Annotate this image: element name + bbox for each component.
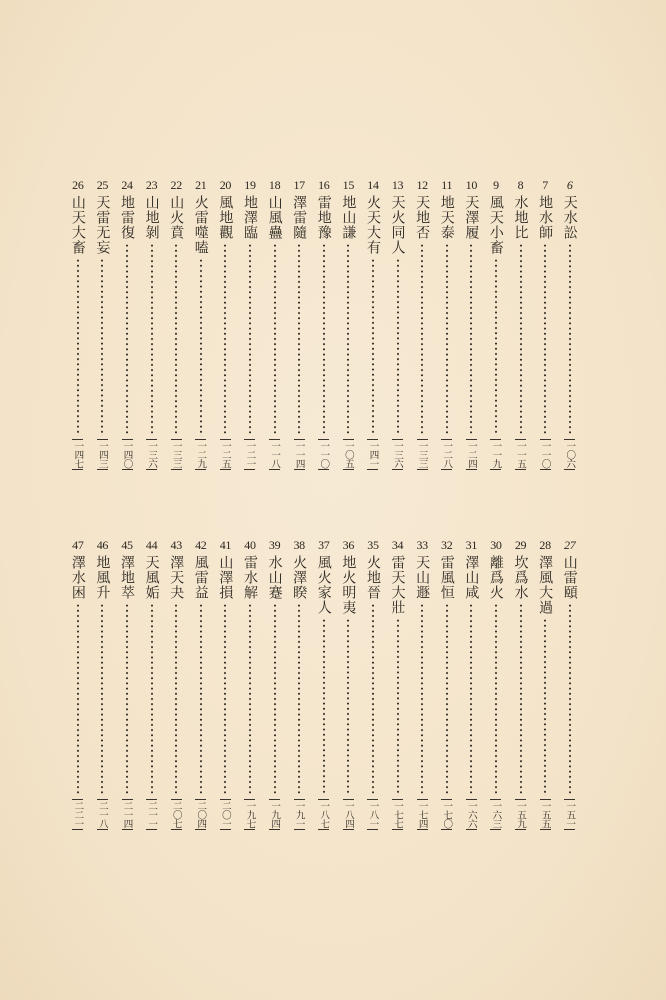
toc-entry[interactable] xyxy=(361,178,386,470)
entry-number: 22 xyxy=(170,178,182,192)
dot-leader xyxy=(126,603,128,796)
entry-title: 天火同人 xyxy=(389,195,406,255)
dot-leader xyxy=(200,603,202,796)
entry-page-number: 一三六 xyxy=(392,441,404,468)
dot-leader xyxy=(495,258,497,436)
entry-title: 火澤睽 xyxy=(291,555,308,600)
entry-page-number: 一一〇 xyxy=(318,441,330,468)
entry-number: 26 xyxy=(72,178,84,192)
entry-number: 25 xyxy=(96,178,109,192)
entry-number: 32 xyxy=(441,538,453,552)
entry-number: 18 xyxy=(268,178,281,192)
toc-entry[interactable] xyxy=(115,538,140,830)
entry-page-number: 一〇五 xyxy=(342,441,354,468)
toc-entry[interactable] xyxy=(434,538,459,830)
entry-page-number: 二一八 xyxy=(96,801,108,828)
entry-number: 44 xyxy=(145,538,158,552)
dot-leader xyxy=(101,258,103,436)
entry-number: 31 xyxy=(465,538,478,552)
entry-number: 6 xyxy=(566,178,573,192)
toc-entry[interactable] xyxy=(139,538,164,830)
entry-page-number: 一四〇 xyxy=(121,441,133,468)
entry-page-number: 一九七 xyxy=(244,801,256,828)
toc-entry[interactable] xyxy=(557,538,582,830)
entry-number: 28 xyxy=(539,538,551,552)
entry-title: 地雷復 xyxy=(119,195,136,240)
entry-number: 13 xyxy=(391,178,404,192)
dot-leader xyxy=(101,603,103,796)
toc-entry[interactable] xyxy=(238,538,263,830)
entry-page-number: 一七四 xyxy=(416,801,428,828)
toc-entry[interactable] xyxy=(262,538,287,830)
entry-title: 火雷噬嗑 xyxy=(192,195,209,255)
entry-title: 雷天大壯 xyxy=(389,555,406,615)
toc-entry[interactable] xyxy=(336,538,361,830)
entry-number: 46 xyxy=(96,538,109,552)
entry-number: 7 xyxy=(542,178,548,192)
toc-columns-top xyxy=(62,178,582,470)
toc-entry[interactable] xyxy=(213,538,238,830)
entry-title: 山雷頤 xyxy=(561,555,578,600)
toc-block-top xyxy=(62,178,582,470)
entry-number: 27 xyxy=(564,538,576,552)
entry-page-number: 二一四 xyxy=(121,801,133,828)
entry-page-number: 一三三 xyxy=(170,441,182,468)
entry-number: 34 xyxy=(391,538,404,552)
entry-number: 14 xyxy=(367,178,379,192)
entry-page-number: 一九四 xyxy=(269,801,281,828)
toc-entry[interactable] xyxy=(164,538,189,830)
entry-page-number: 一一四 xyxy=(293,441,305,468)
toc-entry[interactable] xyxy=(262,178,287,470)
entry-number: 36 xyxy=(342,538,355,552)
entry-number: 15 xyxy=(342,178,355,192)
entry-number: 12 xyxy=(416,178,428,192)
entry-title: 地火明夷 xyxy=(340,555,357,615)
entry-title: 水山蹇 xyxy=(266,555,283,600)
dot-leader xyxy=(151,243,153,436)
entry-title: 火天大有 xyxy=(364,195,381,255)
entry-title: 風天小畜 xyxy=(487,195,504,255)
entry-page-number: 一七〇 xyxy=(441,801,453,828)
toc-columns-bottom xyxy=(62,538,582,830)
entry-page-number: 一五五 xyxy=(539,801,551,828)
entry-page-number: 一六六 xyxy=(465,801,477,828)
entry-title: 天水訟 xyxy=(561,195,578,240)
dot-leader xyxy=(470,603,472,796)
entry-page-number: 二一一 xyxy=(146,801,158,828)
entry-number: 11 xyxy=(441,178,453,192)
entry-page-number: 一五九 xyxy=(515,801,527,828)
entry-page-number: 二二一 xyxy=(72,801,84,828)
toc-entry[interactable] xyxy=(238,178,263,470)
entry-number: 23 xyxy=(145,178,158,192)
entry-page-number: 一三三 xyxy=(416,441,428,468)
entry-title: 天山遯 xyxy=(414,555,431,600)
entry-page-number: 一五一 xyxy=(564,801,576,828)
toc-entry[interactable] xyxy=(557,178,582,470)
entry-number: 8 xyxy=(517,178,524,192)
dot-leader xyxy=(200,258,202,436)
dot-leader xyxy=(372,603,374,796)
entry-title: 天風姤 xyxy=(143,555,160,600)
dot-leader xyxy=(544,618,546,796)
toc-entry[interactable] xyxy=(484,538,509,830)
entry-number: 29 xyxy=(514,538,527,552)
dot-leader xyxy=(347,243,349,436)
dot-leader xyxy=(323,618,325,796)
entry-number: 45 xyxy=(121,538,133,552)
dot-leader xyxy=(126,243,128,436)
dot-leader xyxy=(495,603,497,796)
entry-number: 38 xyxy=(293,538,305,552)
entry-page-number: 一二八 xyxy=(441,441,453,468)
entry-page-number: 一一五 xyxy=(515,441,527,468)
entry-page-number: 一一〇 xyxy=(539,441,551,468)
entry-title: 山天大畜 xyxy=(69,195,86,255)
toc-entry[interactable] xyxy=(336,178,361,470)
entry-title: 山地剝 xyxy=(143,195,160,240)
entry-number: 41 xyxy=(219,538,232,552)
toc-entry[interactable] xyxy=(533,178,558,470)
entry-title: 風火家人 xyxy=(315,555,332,615)
entry-number: 35 xyxy=(367,538,379,552)
entry-number: 47 xyxy=(72,538,84,552)
toc-entry[interactable] xyxy=(459,178,484,470)
dot-leader xyxy=(544,243,546,436)
toc-entry[interactable] xyxy=(287,178,312,470)
toc-entry[interactable] xyxy=(66,178,91,470)
dot-leader xyxy=(446,603,448,796)
toc-entry[interactable] xyxy=(361,538,386,830)
toc-block-bottom xyxy=(62,538,582,830)
entry-number: 37 xyxy=(318,538,330,552)
toc-entry[interactable] xyxy=(164,178,189,470)
toc-entry[interactable] xyxy=(385,178,410,470)
dot-leader xyxy=(298,603,300,796)
entry-title: 離爲火 xyxy=(487,555,504,600)
entry-number: 40 xyxy=(244,538,256,552)
dot-leader xyxy=(224,243,226,436)
entry-number: 33 xyxy=(416,538,428,552)
entry-page-number: 一四七 xyxy=(72,441,84,468)
toc-entry[interactable] xyxy=(434,178,459,470)
entry-page-number: 一八四 xyxy=(342,801,354,828)
dot-leader xyxy=(175,603,177,796)
dot-leader xyxy=(569,243,571,436)
entry-page-number: 一四三 xyxy=(96,441,108,468)
entry-title: 地山謙 xyxy=(340,195,357,240)
entry-page-number: 一二四 xyxy=(465,441,477,468)
entry-page-number: 二〇七 xyxy=(170,801,182,828)
entry-title: 山風蠱 xyxy=(266,195,283,240)
dot-leader xyxy=(569,603,571,796)
entry-number: 43 xyxy=(170,538,182,552)
dot-leader xyxy=(421,603,423,796)
dot-leader xyxy=(372,258,374,436)
entry-page-number: 一九一 xyxy=(293,801,305,828)
toc-entry[interactable] xyxy=(287,538,312,830)
entry-page-number: 一二九 xyxy=(195,441,207,468)
entry-title: 天雷无妄 xyxy=(94,195,111,255)
entry-title: 地澤臨 xyxy=(241,195,258,240)
entry-number: 20 xyxy=(219,178,232,192)
entry-title: 雷地豫 xyxy=(315,195,332,240)
entry-page-number: 一四一 xyxy=(367,441,379,468)
entry-number: 9 xyxy=(493,178,499,192)
dot-leader xyxy=(224,603,226,796)
entry-title: 澤山咸 xyxy=(463,555,480,600)
toc-entry[interactable] xyxy=(385,538,410,830)
dot-leader xyxy=(520,243,522,436)
entry-page-number: 二〇一 xyxy=(219,801,231,828)
entry-title: 雷風恒 xyxy=(438,555,455,600)
entry-title: 澤水困 xyxy=(69,555,86,600)
dot-leader xyxy=(470,243,472,436)
entry-title: 坎爲水 xyxy=(512,555,529,600)
dot-leader xyxy=(249,243,251,436)
entry-title: 風地觀 xyxy=(217,195,234,240)
entry-title: 澤天夬 xyxy=(168,555,185,600)
toc-entry[interactable] xyxy=(311,538,336,830)
toc-entry[interactable] xyxy=(508,178,533,470)
toc-entry[interactable] xyxy=(213,178,238,470)
toc-entry[interactable] xyxy=(508,538,533,830)
dot-leader xyxy=(323,243,325,436)
entry-page-number: 一一九 xyxy=(490,441,502,468)
entry-title: 天澤履 xyxy=(463,195,480,240)
dot-leader xyxy=(249,603,251,796)
toc-entry[interactable] xyxy=(66,538,91,830)
entry-title: 地水師 xyxy=(537,195,554,240)
dot-leader xyxy=(151,603,153,796)
dot-leader xyxy=(175,243,177,436)
entry-title: 地天泰 xyxy=(438,195,455,240)
toc-entry[interactable] xyxy=(189,538,214,830)
entry-number: 19 xyxy=(244,178,256,192)
toc-entry[interactable] xyxy=(139,178,164,470)
toc-entry[interactable] xyxy=(533,538,558,830)
entry-title: 水地比 xyxy=(512,195,529,240)
entry-page-number: 一三六 xyxy=(146,441,158,468)
dot-leader xyxy=(77,258,79,436)
dot-leader xyxy=(397,618,399,796)
entry-page-number: 一二一 xyxy=(244,441,256,468)
dot-leader xyxy=(274,603,276,796)
toc-entry[interactable] xyxy=(484,178,509,470)
entry-title: 澤雷隨 xyxy=(291,195,308,240)
entry-number: 16 xyxy=(318,178,330,192)
entry-page-number: 一六三 xyxy=(490,801,502,828)
entry-number: 30 xyxy=(490,538,502,552)
entry-page-number: 一〇六 xyxy=(564,441,576,468)
entry-title: 澤地萃 xyxy=(119,555,136,600)
toc-entry[interactable] xyxy=(90,178,115,470)
entry-title: 山澤損 xyxy=(217,555,234,600)
entry-title: 澤風大過 xyxy=(537,555,554,615)
toc-entry[interactable] xyxy=(311,178,336,470)
dot-leader xyxy=(421,243,423,436)
entry-title: 地風升 xyxy=(94,555,111,600)
toc-entry[interactable] xyxy=(410,178,435,470)
dot-leader xyxy=(77,603,79,796)
toc-entry[interactable] xyxy=(410,538,435,830)
entry-number: 39 xyxy=(268,538,281,552)
entry-number: 42 xyxy=(195,538,207,552)
dot-leader xyxy=(397,258,399,436)
entry-number: 17 xyxy=(293,178,305,192)
dot-leader xyxy=(446,243,448,436)
entry-title: 火地晉 xyxy=(364,555,381,600)
dot-leader xyxy=(520,603,522,796)
entry-title: 山火賁 xyxy=(168,195,185,240)
toc-entry[interactable] xyxy=(459,538,484,830)
entry-page-number: 二〇四 xyxy=(195,801,207,828)
dot-leader xyxy=(347,618,349,796)
entry-page-number: 一八七 xyxy=(318,801,330,828)
entry-number: 21 xyxy=(195,178,207,192)
dot-leader xyxy=(298,243,300,436)
entry-page-number: 一八一 xyxy=(367,801,379,828)
entry-number: 10 xyxy=(465,178,478,192)
entry-page-number: 一二五 xyxy=(219,441,231,468)
entry-page-number: 一一八 xyxy=(269,441,281,468)
entry-title: 天地否 xyxy=(414,195,431,240)
toc-entry[interactable] xyxy=(115,178,140,470)
entry-title: 風雷益 xyxy=(192,555,209,600)
entry-number: 24 xyxy=(121,178,133,192)
dot-leader xyxy=(274,243,276,436)
entry-page-number: 一七七 xyxy=(392,801,404,828)
toc-entry[interactable] xyxy=(90,538,115,830)
entry-title: 雷水解 xyxy=(241,555,258,600)
toc-entry[interactable] xyxy=(189,178,214,470)
